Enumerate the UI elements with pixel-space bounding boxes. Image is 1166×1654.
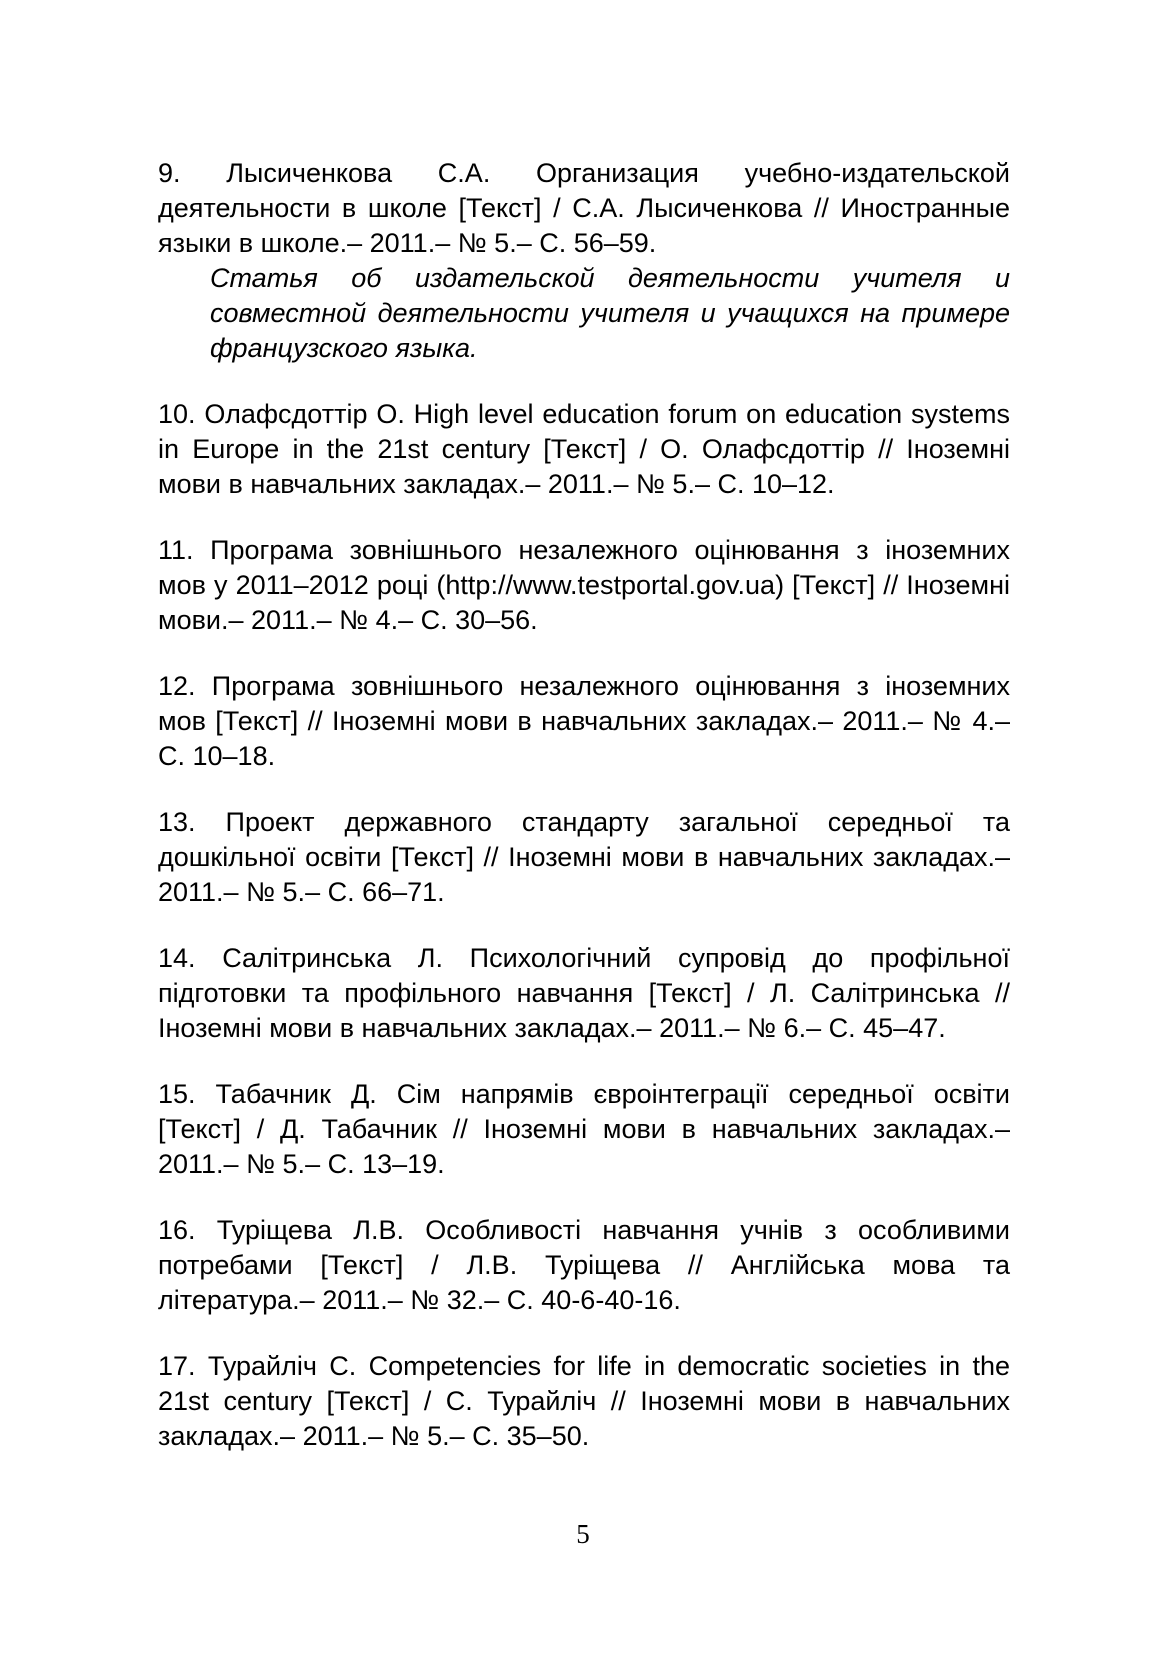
reference-annotation: Статья об издательской деятельности учителя и совместной деятельности учителя и учащихся на примере французского языка. — [210, 263, 1010, 363]
reference-entry-15: 15. Табачник Д. Сім напрямів євроінтеграції середньої освіти [Текст] / Д. Табачник // Іноземні мови в навчальних закладах.– 2011.– № 5.– С. 13–19. — [158, 1079, 1010, 1179]
reference-entry-9 — [158, 156, 1010, 366]
page-number: 5 — [576, 1519, 590, 1549]
reference-entry-14: 14. Салітринська Л. Психологічний супровід до профільної підготовки та профільного навчання [Текст] / Л. Салітринська // Іноземні мови в навчальних закладах.– 2011.– № 6.– С. 45–47. — [158, 943, 1010, 1043]
reference-entry-13: 13. Проект державного стандарту загальної середньої та дошкільної освіти [Текст] // Іноземні мови в навчальних закладах.– 2011.– № 5.– С. 66–71. — [158, 807, 1010, 907]
reference-text: 9. Лысиченкова С.А. Организация учебно-издательской деятельности в школе [Текст] / С.А. Лысиченкова // Иностранные языки в школе.– 2011.– № 5.– С. 56–59. — [158, 158, 1010, 258]
reference-entry-10: 10. Олафсдоттір О. High level education forum on education systems in Europe in the 21st century [Текст] / О. Олафсдоттір // Іноземні мови в навчальних закладах.– 2011.– № 5.– С. 10–12. — [158, 399, 1010, 499]
reference-entry-16: 16. Туріщева Л.В. Особливості навчання учнів з особливими потребами [Текст] / Л.В. Туріщева // Англійська мова та література.– 2011.– № 32.– С. 40-6-40-16. — [158, 1215, 1010, 1315]
reference-list — [158, 156, 1010, 1454]
reference-entry-12: 12. Програма зовнішнього незалежного оцінювання з іноземних мов [Текст] // Іноземні мови в навчальних закладах.– 2011.– № 4.– С. 10–18. — [158, 671, 1010, 771]
reference-entry-11: 11. Програма зовнішнього незалежного оцінювання з іноземних мов у 2011–2012 році (http://www.testportal.gov.ua) [Текст] // Іноземні мови.– 2011.– № 4.– С. 30–56. — [158, 535, 1010, 635]
reference-entry-17: 17. Турайліч С. Competencies for life in democratic societies in the 21st century [Текст] / С. Турайліч // Іноземні мови в навчальних закладах.– 2011.– № 5.– С. 35–50. — [158, 1351, 1010, 1451]
